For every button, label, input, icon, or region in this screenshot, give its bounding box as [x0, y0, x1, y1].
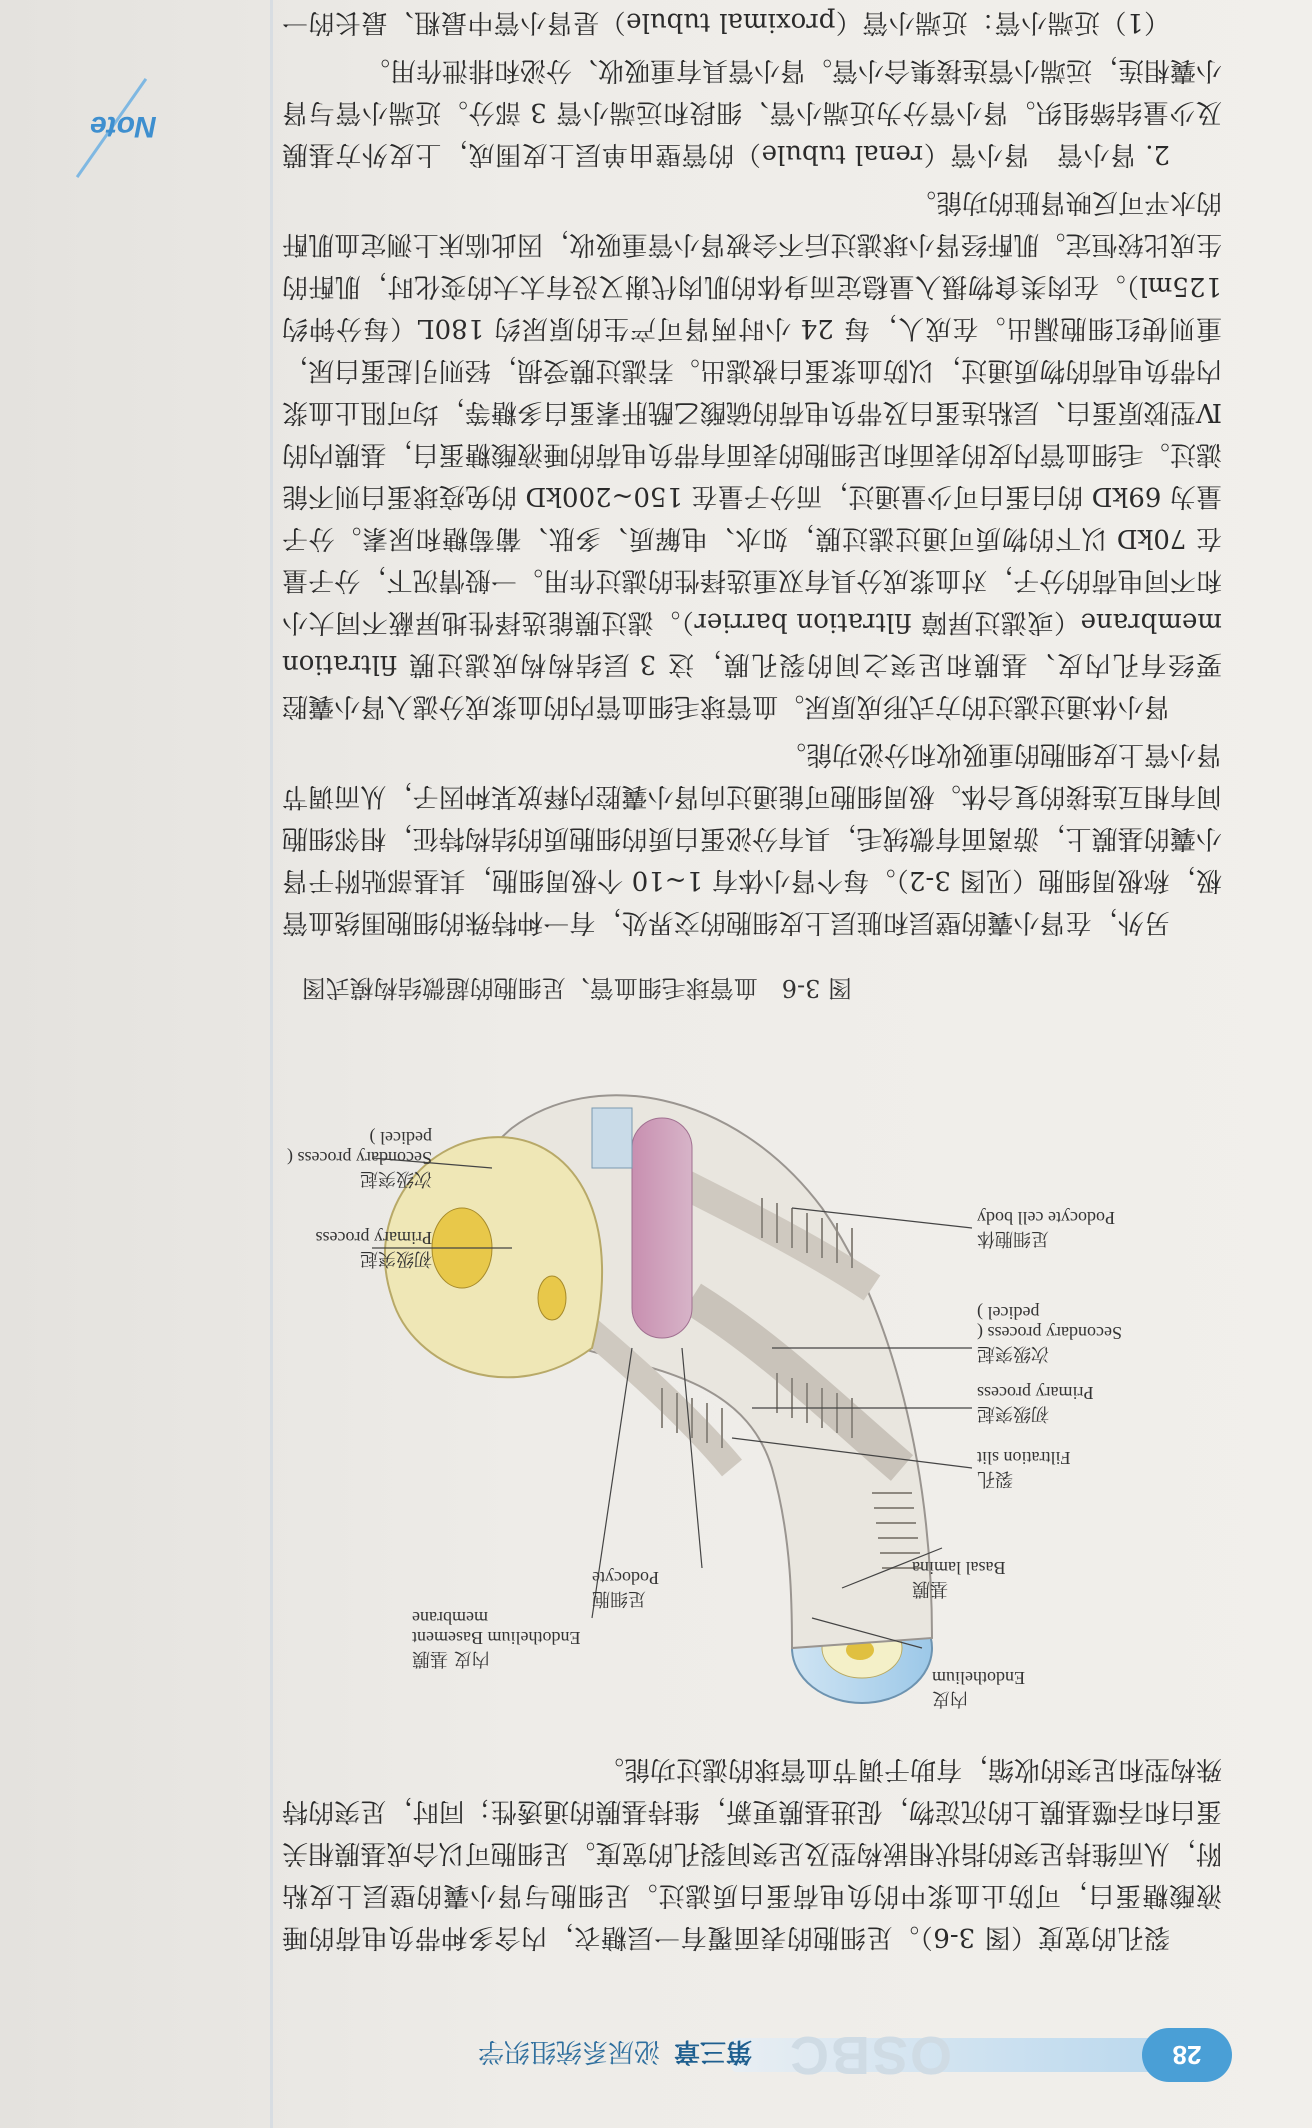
chapter-title: 泌尿系统组织学 [477, 2036, 660, 2066]
paragraph: （1）近端小管：近端小管（proximal tubule）是肾小管中最粗、最长的一 [282, 7, 1170, 37]
label-secondary-process-2 [252, 1128, 432, 1188]
label-en: Endothelium [932, 1668, 1025, 1688]
label-endothelium [932, 1668, 1132, 1708]
label-endothelium-basement [412, 1608, 612, 1668]
label-en: Endothelium Basement membrane [412, 1608, 581, 1648]
label-basal-lamina [912, 1558, 1112, 1598]
label-zh: 内皮 基膜 [412, 1648, 490, 1669]
bottom-text-block [282, 0, 1222, 943]
label-en: Basal lamina [912, 1558, 1006, 1578]
margin-note-label: Note [90, 110, 157, 143]
label-zh: 基膜 [912, 1578, 948, 1599]
label-zh: 足细胞体 [977, 1228, 1049, 1249]
section-heading-paragraph: 2. 肾小管 肾小管（renal tubule）的管壁由单层上皮围成，上皮外方基膜及少量结缔组织。肾小管分为近端小管、细段和远端小管 3 部分。近端小管与肾小囊相连，远端小管连接集合小管。肾小管具有重吸收、分泌和排泄作用。 [282, 55, 1222, 169]
paragraph: 肾小体通过滤过的方式形成原尿。血管球毛细血管内的血浆成分滤入肾小囊腔要经有孔内皮、基膜和足突之间的裂孔膜，这 3 层结构构成滤过膜 filtration membrane（或滤过屏障 filtration barrier）。滤过膜能选择性地屏蔽不同大小和不同电荷的分子，对血浆成分具有双重选择性的滤过作用。一般情况下，分子量在 70kD 以下的物质可通过滤过膜，如水、电解质、多肽、葡萄糖和尿素。分子量为 69kD 的白蛋白可少量通过，而分子量在 150~200kD 的免疫球蛋白则不能滤过。毛细血管内皮的表面和足细胞的表面有带负电荷的唾液酸糖蛋白，基膜内的Ⅳ型胶原蛋白、层粘连蛋白及带负电荷的硫酸乙酰肝素蛋白多糖等，均可阻止血浆内带负电荷的物质通过，以防血浆蛋白被滤出。若滤过膜受损，轻则引起蛋白尿，重则使红细胞漏出。在成人，每 24 小时两肾可产生的原尿约 180L（每分钟约 125ml）。在肉类食物摄入量稳定而身体的肌肉代谢又没有太大的变化时，肌酐的生成比较恒定。肌酐经肾小球滤过后不会被肾小管重吸收，因此临床上测定血肌酐的水平可反映肾脏的功能。 [282, 187, 1222, 721]
label-zh: 初级突起 [977, 1403, 1049, 1424]
label-en: Filtration slit [977, 1448, 1071, 1468]
paragraph: 另外，在肾小囊的壁层和脏层上皮细胞的交界处，有一种特殊的细胞围绕血管极，称极周细胞（见图 3-2）。每个肾小体有 1~10 个极周细胞，其基部贴附于肾小囊的基膜上，游离面有微绒毛，具有分泌蛋白质的细胞质的结构特征，相邻细胞间有相互连接的复合体。极周细胞可能通过向肾小囊腔内释放某种因子，从而调节肾小管上皮细胞的重吸收和分泌功能。 [282, 739, 1222, 937]
label-secondary-process [977, 1303, 1152, 1363]
label-zh: 次级突起 [360, 1168, 432, 1189]
label-primary-process [977, 1383, 1152, 1423]
label-zh: 足细胞 [592, 1588, 646, 1609]
label-en: Podocyte [592, 1568, 659, 1588]
label-en: Podocyte cell body [977, 1208, 1115, 1228]
watermark-text: OSBC [787, 2025, 952, 2085]
label-zh: 裂孔 [977, 1468, 1013, 1489]
label-zh: 次级突起 [977, 1343, 1049, 1364]
label-primary-process-2 [252, 1228, 432, 1268]
label-en: Secondary process ( pedicel ) [977, 1303, 1122, 1343]
chapter-heading [478, 2035, 752, 2072]
label-podocyte [592, 1568, 722, 1608]
label-en: Secondary process ( pedicel ) [287, 1128, 432, 1168]
label-en: Primary process [977, 1383, 1094, 1403]
paragraph: 裂孔的宽度（图 3-6）。足细胞的表面覆有一层糖衣，内含多种带负电荷的唾液酸糖蛋白，可防止血浆中的负电荷蛋白质滤过。足细胞与肾小囊的壁层上皮粘附，从而维持足突的指状相嵌构型及足突间裂孔的宽度。足细胞可以合成基膜相关蛋白和吞噬基膜上的沉淀物，促进基膜更新，维持基膜的通透性；同时，足突的特殊构型和足突的收缩，有助于调节血管球的滤过功能。 [282, 1754, 1222, 1952]
label-podocyte-body [977, 1208, 1152, 1248]
page-number: 28 [1142, 2028, 1232, 2082]
chapter-label: 第三章 [673, 2036, 752, 2066]
label-zh: 初级突起 [360, 1248, 432, 1269]
figure-caption: 图 3-6 血管球毛细血管、足细胞的超微结构模式图 [301, 974, 852, 1002]
top-text-block [282, 1742, 1222, 1958]
label-zh: 内皮 [932, 1688, 968, 1709]
label-en: Primary process [315, 1228, 432, 1248]
figure-3-6 [252, 998, 1152, 1768]
label-filtration-slit [977, 1448, 1152, 1488]
